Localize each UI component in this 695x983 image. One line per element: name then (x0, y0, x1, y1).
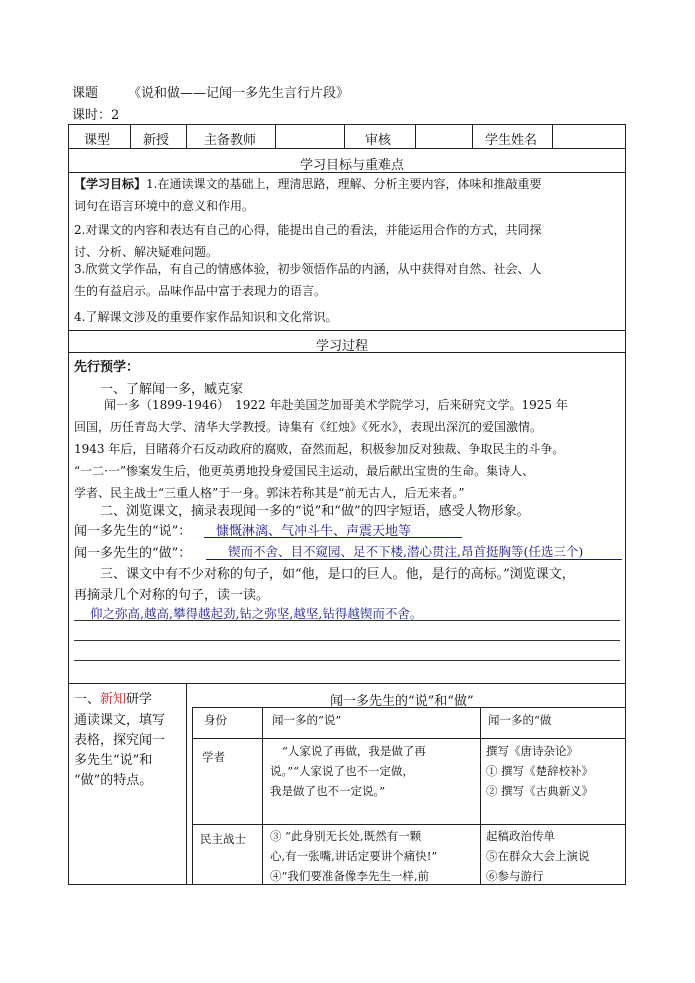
answer-underline (206, 559, 622, 560)
say-label: 闻一多先生的“说”： (74, 524, 192, 539)
type-label: 课型 (84, 133, 111, 148)
row2-do: 起稿政治传单 ⑤在群众大会上演说 ⑥参与游行 (486, 829, 590, 883)
lesson-label: 课题 (72, 86, 99, 101)
inner-table-border (192, 707, 626, 708)
divider (68, 352, 626, 353)
goal-1: 【学习目标】1.在通读课文的基础上，理清思路，理解、分析主要内容，体味和推敲重要 词句在语言环境中的意义和作用。 (74, 177, 542, 213)
divider (415, 124, 416, 148)
goal-2: 2.对课文的内容和表达有自己的心得，能提出自己的看法，并能运用合作的方式，共同探 讨、分析、解决疑难问题。 (74, 223, 542, 259)
divider (480, 707, 481, 885)
divider (186, 124, 187, 148)
inner-table-title: 闻一多先生的“说”和“做” (330, 694, 474, 709)
answer-line (74, 640, 620, 641)
divider (68, 330, 626, 331)
preview-label: 先行预学： (74, 360, 140, 375)
do-label: 闻一多先生的“做”： (74, 546, 192, 561)
teacher-label: 主备教师 (204, 133, 257, 148)
type-value: 新授 (143, 133, 170, 148)
do-answer: 锲而不舍、目不窥园、足不下楼,潜心贯注,昂首挺胸等(任选三个) (228, 544, 584, 559)
divider (344, 124, 345, 148)
goal-3: 3.欣赏文学作品，有自己的情感体验，初步领悟作品的内涵，从中获得对自然、社会、人 生的有益启示。品味作品中富于表现力的语言。 (74, 262, 542, 298)
divider (262, 707, 263, 885)
item1-title: 一、了解闻一多，臧克家 (100, 382, 244, 397)
goal-tag: 【学习目标】 (74, 177, 147, 191)
row2-say: ③ “此身别无长处,既然有一颗 心,有一张嘴,讲话定要讲个痛快!” ④“我们要准备像李先生一样,前 (270, 829, 438, 883)
divider (192, 824, 626, 825)
divider (130, 124, 131, 148)
new-knowledge-text-1: 通读课文，填写 (74, 713, 166, 728)
item3-line-2: 再摘录几个对称的句子，读一读。 (74, 588, 270, 603)
lesson-period: 课时：2 (72, 108, 120, 123)
goals-title: 学习目标与重难点 (300, 158, 405, 173)
inner-table-border (192, 707, 193, 885)
goal-4: 4.了解课文涉及的重要作家作品知识和文化常识。 (74, 310, 338, 324)
new-knowledge-text-4: “做”的特点。 (74, 773, 153, 788)
item3-line-1: 三、课文中有不少对称的句子，如“他，是口的巨人。他，是行的高标。”浏览课文， (100, 567, 575, 582)
item2-title: 二、浏览课文，摘录表现闻一多的“说”和“做”的四字短语，感受人物形象。 (100, 504, 530, 519)
divider (68, 683, 626, 684)
row1-do: 撰写《唐诗杂论》 ① 撰写《楚辞校补》 ② 撰写《古典新义》 (486, 744, 594, 798)
author-bio: 闻一多（1899-1946） 1922 年赴美国芝加哥美术学院学习，后来研究文学。1925 年 回国，历任青岛大学、清华大学教授。诗集有《红烛》《死水》，表现出深沉的爱国激情。 1943 年后，目睹蒋介石反动政府的腐败，奋然而起，积极参加反对独裁、争取民主的斗争。 “一二·一”惨案发生后，他更英勇地投身爱国民主运动，最后献出宝贵的生命。集诗人、 学者、民主战士“三重人格”于一身。郭沫若称其是“前无古人，后无来者。” (74, 398, 568, 500)
divider (552, 124, 553, 148)
col-say: 闻一多的“说” (272, 713, 342, 727)
divider (186, 683, 187, 885)
answer-line (74, 620, 620, 621)
col-identity: 身份 (204, 713, 227, 727)
col-do: 闻一多的“做 (488, 713, 552, 727)
row1-say: “人家说了再做，我是做了再 说。”“人家说了也不一定做， 我是做了也不一定说。” (270, 744, 426, 798)
lesson-title: 《说和做——记闻一多先生言行片段》 (128, 86, 350, 101)
divider (472, 124, 473, 148)
item3-answer: 仰之弥高,越高,攀得越起劲,钻之弥坚,越坚,钻得越锲而不舍。 (90, 606, 423, 621)
row1-identity: 学者 (202, 750, 225, 764)
row2-identity: 民主战士 (200, 832, 246, 846)
say-answer: 慷慨淋漓、气冲斗牛、声震天地等 (216, 524, 412, 539)
divider (192, 738, 626, 739)
student-label: 学生姓名 (485, 133, 538, 148)
divider (68, 148, 626, 149)
new-knowledge-text-2: 表格，探究闻一 (74, 733, 166, 748)
divider (275, 124, 276, 148)
new-knowledge-text-3: 多先生“说”和 (74, 753, 153, 768)
reviewer-label: 审核 (365, 133, 392, 148)
answer-underline (204, 537, 462, 538)
process-title: 学习过程 (316, 339, 369, 354)
new-knowledge-title: 一、新知研学 (74, 692, 153, 707)
answer-line (74, 660, 620, 661)
